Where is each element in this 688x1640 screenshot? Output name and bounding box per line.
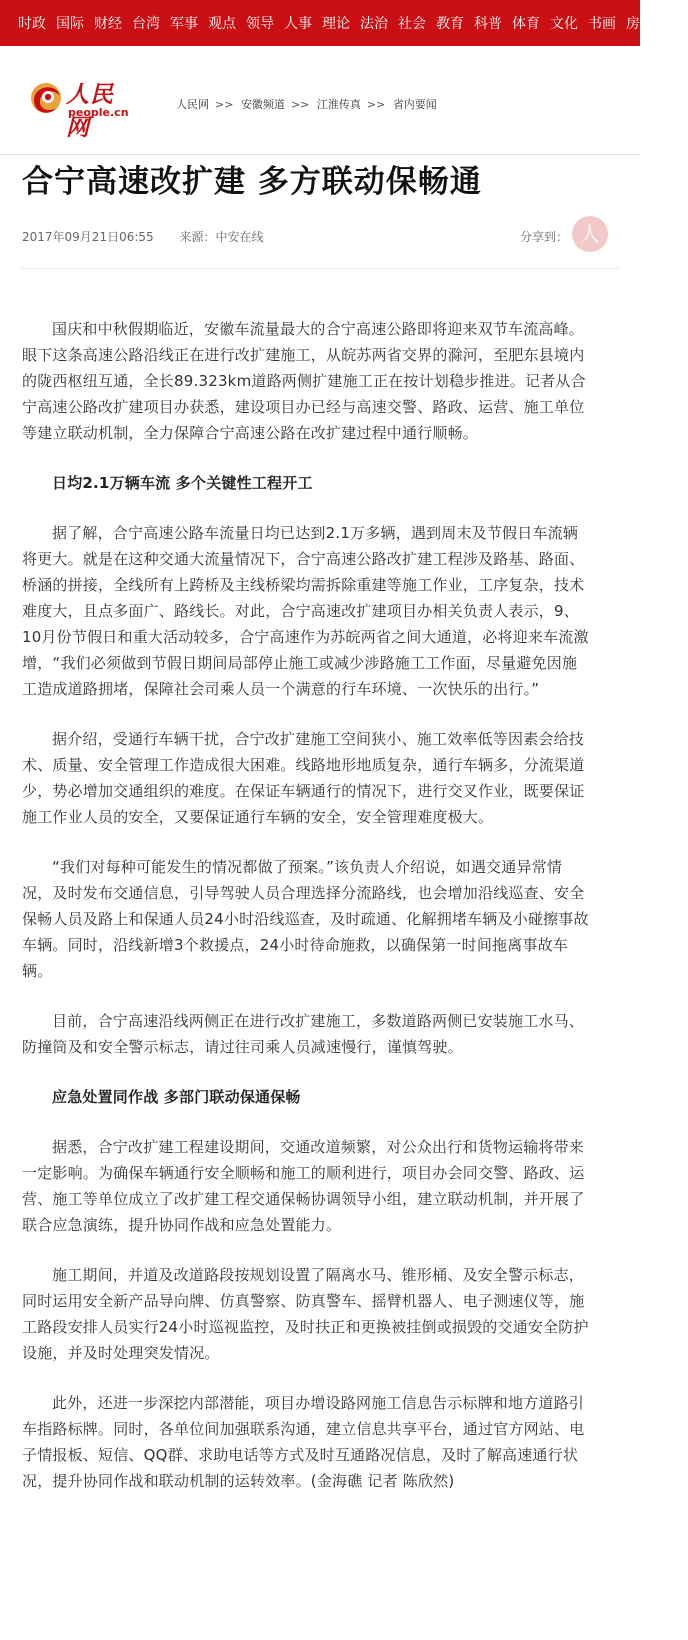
- article-paragraph: 据了解，合宁高速公路车流量日均已达到2.1万多辆，遇到周末及节假日车流辆将更大。就是在这种交通大流量情况下，合宁高速公路改扩建工程涉及路基、路面、桥涵的拼接，全线所有上跨桥及主线桥梁均需拆除重建等施工作业，工序复杂，技术难度大，且点多面广、路线长。对此，合宁高速改扩建项目办相关负责人表示，9、10月份节假日和重大活动较多，合宁高速作为苏皖两省之间大通道，必将迎来车流激增，“我们必须做到节假日期间局部停止施工或减少涉路施工工作面，尽量避免因施工造成道路拥堵，保障社会司乘人员一个满意的行车环境、一次快乐的出行。”: [22, 524, 589, 698]
- section-subheading: 日均2.1万辆车流 多个关键性工程开工: [52, 474, 313, 492]
- top-nav-link[interactable]: 科普: [474, 16, 502, 32]
- top-nav-link[interactable]: 文化: [550, 16, 578, 32]
- article-paragraph: 目前，合宁高速沿线两侧正在进行改扩建施工，多数道路两侧已安装施工水马、防撞筒及和安全警示标志，请过往司乘人员减速慢行，谨慎驾驶。: [22, 1012, 585, 1056]
- publish-date: 2017年09月21日06:55: [22, 230, 154, 244]
- section-subheading: 应急处置同作战 多部门联动保通保畅: [52, 1088, 301, 1106]
- site-header: [0, 46, 640, 155]
- article-meta: [22, 228, 264, 245]
- breadcrumb-item[interactable]: 人民网: [176, 98, 209, 111]
- top-nav-link[interactable]: 时政: [18, 16, 46, 32]
- breadcrumb-item[interactable]: 省内要闻: [392, 98, 437, 111]
- divider: [20, 268, 620, 269]
- top-nav-link[interactable]: 教育: [436, 16, 464, 32]
- article-paragraph: 施工期间，并道及改道路段按规划设置了隔离水马、锥形桶、及安全警示标志，同时运用安全新产品导向牌、仿真警察、防真警车、摇臂机器人、电子测速仪等，施工路段安排人员实行24小时巡视监控，及时扶正和更换被挂倒或损毁的交通安全防护设施，并及时处理突发情况。: [22, 1266, 589, 1362]
- top-nav-link[interactable]: 国际: [56, 16, 84, 32]
- top-nav-link[interactable]: 体育: [512, 16, 540, 32]
- logo-swirl-icon: [26, 78, 66, 118]
- top-nav-items: [18, 0, 688, 46]
- breadcrumb-item[interactable]: 江淮传真: [316, 98, 361, 111]
- article-paragraph: 国庆和中秋假期临近，安徽车流量最大的合宁高速公路即将迎来双节车流高峰。眼下这条高速公路沿线正在进行改扩建施工，从皖苏两省交界的滁河，至肥东县境内的陇西枢纽互通，全长89.323km道路两侧扩建施工正在按计划稳步推进。记者从合宁高速公路改扩建项目办获悉，建设项目办已经与高速交警、路政、运营、施工单位等建立联动机制，全力保障合宁高速公路在改扩建过程中通行顺畅。: [22, 320, 586, 442]
- site-logo[interactable]: [26, 76, 129, 141]
- top-nav-link[interactable]: 财经: [94, 16, 122, 32]
- article-paragraph: “我们对每种可能发生的情况都做了预案。”该负责人介绍说，如遇交通异常情况，及时发布交通信息，引导驾驶人员合理选择分流路线，也会增加沿线巡查、安全保畅人员及路上和保通人员24小时沿线巡查，及时疏通、化解拥堵车辆及小碰擦事故车辆。同时，沿线新增3个救援点，24小时待命施救，以确保第一时间拖离事故车辆。: [22, 858, 589, 980]
- top-nav-link[interactable]: 人事: [284, 16, 312, 32]
- top-nav-link[interactable]: 台湾: [132, 16, 160, 32]
- top-nav-link[interactable]: 书画: [588, 16, 616, 32]
- article-paragraph: 据悉，合宁改扩建工程建设期间，交通改道频繁，对公众出行和货物运输将带来一定影响。为确保车辆通行安全顺畅和施工的顺利进行，项目办会同交警、路政、运营、施工等单位成立了改扩建工程交通保畅协调领导小组，建立联动机制，并开展了联合应急演练，提升协同作战和应急处置能力。: [22, 1138, 585, 1234]
- top-nav-link[interactable]: 理论: [322, 16, 350, 32]
- top-navigation: [0, 0, 678, 46]
- breadcrumb: [176, 96, 439, 112]
- article-paragraph: 此外，还进一步深挖内部潜能，项目办增设路网施工信息告示标牌和地方道路引车指路标牌。同时，各单位间加强联系沟通，建立信息共享平台，通过官方网站、电子情报板、短信、QQ群、求助电话等方式及时互通路况信息，及时了解高速通行状况，提升协同作战和联动机制的运转效率。(金海礁 记者 陈欣然): [22, 1394, 585, 1490]
- logo-text-en: people.cn: [68, 106, 129, 119]
- page-title: 合宁高速改扩建 多方联动保畅通: [22, 164, 482, 200]
- share-label: 分享到：: [520, 230, 569, 244]
- top-nav-link[interactable]: 房产: [626, 16, 654, 32]
- top-nav-link[interactable]: 法治: [360, 16, 388, 32]
- top-nav-link[interactable]: 军事: [170, 16, 198, 32]
- breadcrumb-item[interactable]: 安徽频道: [240, 98, 285, 111]
- top-nav-link[interactable]: 社会: [398, 16, 426, 32]
- article-source: 来源：中安在线: [179, 230, 264, 244]
- breadcrumb-sep: >>: [290, 98, 310, 111]
- breadcrumb-sep: >>: [366, 98, 386, 111]
- breadcrumb-sep: >>: [215, 98, 234, 111]
- top-nav-link[interactable]: 领导: [246, 16, 274, 32]
- article-body: [22, 316, 592, 1518]
- top-nav-link[interactable]: 汽: [664, 16, 678, 32]
- share-people-icon[interactable]: 人: [572, 216, 608, 252]
- logo-text-zh: 人民网: [66, 81, 114, 141]
- top-nav-link[interactable]: 观点: [208, 16, 236, 32]
- article-paragraph: 据介绍，受通行车辆干扰，合宁改扩建施工空间狭小、施工效率低等因素会给技术、质量、安全管理工作造成很大困难。线路地形地质复杂，通行车辆多，分流渠道少，势必增加交通组织的难度。在保证车辆通行的情况下，进行交叉作业，既要保证施工作业人员的安全，又要保证通行车辆的安全，安全管理难度极大。: [22, 730, 585, 826]
